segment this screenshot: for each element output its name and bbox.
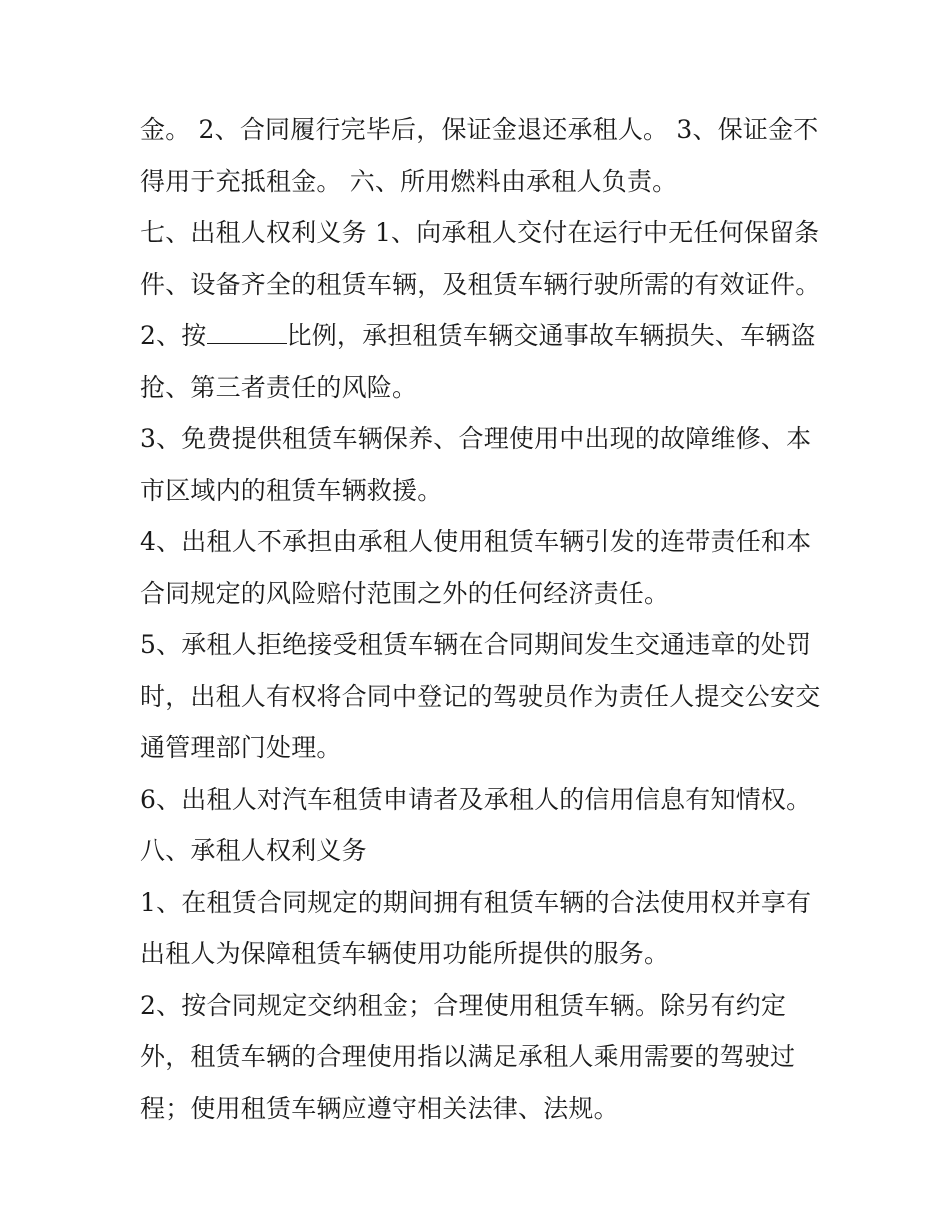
- text-line: 金。 2、合同履行完毕后，保证金退还承租人。 3、保证金不: [140, 115, 819, 144]
- text-line: 2、按合同规定交纳租金；合理使用租赁车辆。除另有约定: [140, 990, 787, 1020]
- section-heading: 八、承租人权利义务: [140, 836, 367, 865]
- text-line: 6、出租人对汽车租赁申请者及承租人的信用信息有知情权。: [140, 784, 812, 814]
- text-line: 七、出租人权利义务 1、向承租人交付在运行中无任何保留条: [140, 218, 820, 247]
- text-line: 件、设备齐全的租赁车辆，及租赁车辆行驶所需的有效证件。: [140, 269, 821, 299]
- text-line: 得用于充抵租金。 六、所用燃料由承租人负责。: [140, 166, 678, 196]
- text-line: 合同规定的风险赔付范围之外的任何经济责任。: [140, 578, 670, 608]
- text-line: 通管理部门处理。: [140, 733, 342, 762]
- text-line: 外，租赁车辆的合理使用指以满足承租人乘用需要的驾驶过: [140, 1042, 796, 1071]
- blank-underline: [207, 342, 287, 344]
- text-line: 4、出租人不承担由承租人使用租赁车辆引发的连带责任和本: [140, 527, 812, 556]
- document-page: [140, 104, 830, 1134]
- text-line: 时，出租人有权将合同中登记的驾驶员作为责任人提交公安交: [140, 681, 821, 711]
- text-line: [140, 310, 830, 362]
- text-line: 5、承租人拒绝接受租赁车辆在合同期间发生交通违章的处罚: [140, 630, 812, 659]
- text-line: 1、在租赁合同规定的期间拥有租赁车辆的合法使用权并享有: [140, 887, 812, 917]
- text-line: 3、免费提供租赁车辆保养、合理使用中出现的故障维修、本: [140, 424, 812, 453]
- text-line: 抢、第三者责任的风险。: [140, 372, 418, 402]
- text-fragment: 2、按: [140, 321, 207, 350]
- text-fragment: 比例，承担租赁车辆交通事故车辆损失、车辆盗: [286, 321, 816, 350]
- text-line: 市区域内的租赁车辆救援。: [140, 475, 443, 505]
- text-line: 出租人为保障租赁车辆使用功能所提供的服务。: [140, 939, 670, 968]
- text-line: 程；使用租赁车辆应遵守相关法律、法规。: [140, 1093, 619, 1123]
